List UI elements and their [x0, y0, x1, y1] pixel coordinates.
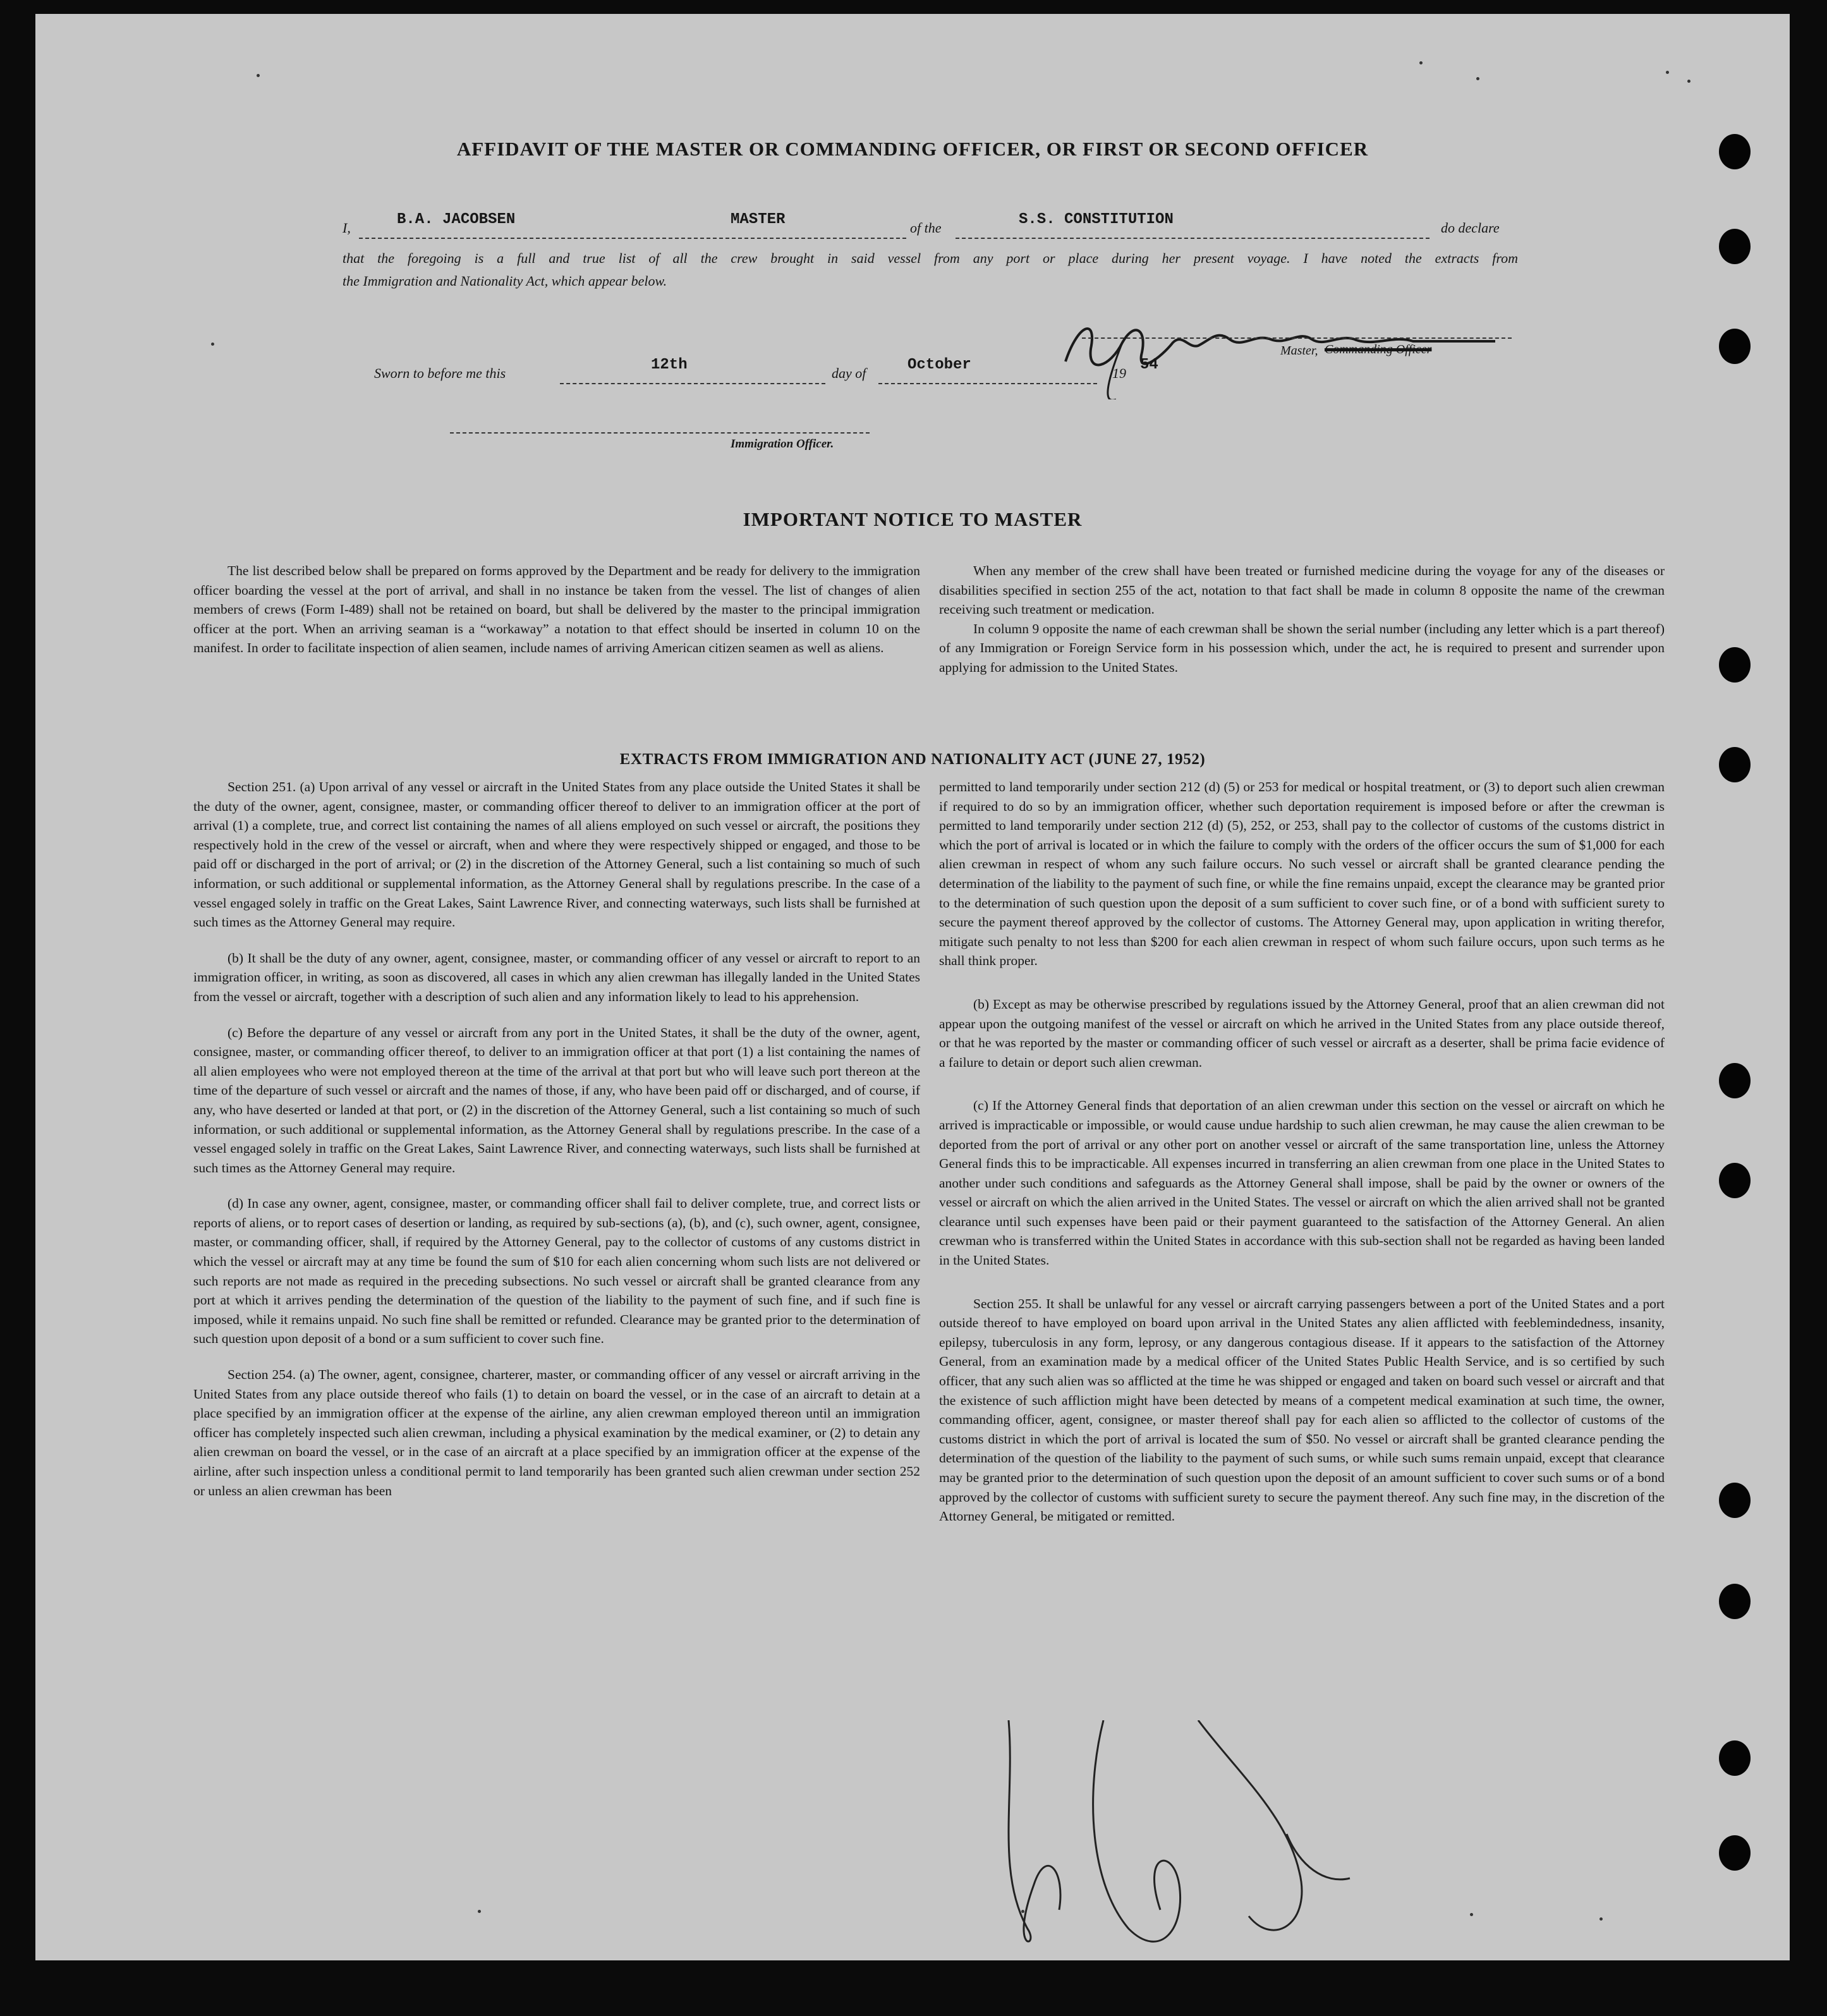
speck	[211, 343, 214, 346]
officer-rank: MASTER	[731, 211, 786, 228]
section-254-a: Section 254. (a) The owner, agent, consignee, charterer, master, or commanding officer of any vessel or aircraft arriving in the United States from any place outside thereof who fails (1) to detain on board the vessel, or in the case of an aircraft to detain at a place specified by an immigration officer at the expense of the airline, any alien crewman employed thereon until an immigration officer has completely inspected such alien crewman, including a physical examination by the medical examiner, or (2) to detain any alien crewman on board the vessel, or in the case of an aircraft at a place specified by an immigration officer at the expense of the airline, after such inspection unless a conditional permit to land temporarily has been granted such alien crewman under section 252 or unless an alien crewman has been	[193, 1367, 920, 1498]
section-254-a-cont: permitted to land temporarily under section 212 (d) (5) or 253 for medical or hospital treatment, or (3) to deport such alien crewman if required to do so by an immigration officer, whether such deportation requirement is imposed before or after the crewman is permitted to land temporarily under section 212 (d) (5), 252, or 253, shall pay to the collector of customs of the customs district in which the port of arrival is located or in which the failure to comply with the orders of the officer occurs the sum of $1,000 for each alien crewman in respect of whom any such failure occurs. No such vessel or aircraft shall be granted clearance pending the determination of the liability to the payment of such fine, or while the fine remains unpaid, except the clearance may be granted prior to the determination of such question upon the deposit of a sum sufficient to cover such fine, or of a bond with sufficient surety to secure the payment thereof approved by the collector of customs. The Attorney General may, upon application in writing therefor, mitigate such penalty to not less than $200 for each alien crewman in respect of whom such failure occurs, upon such terms as he shall think proper.	[939, 779, 1665, 969]
immigration-officer-caption: Immigration Officer.	[731, 437, 834, 451]
speck	[1687, 80, 1690, 83]
section-254-c: (c) If the Attorney General finds that deportation of an alien crewman under this section on the vessel or aircraft on which he arrived is impracticable or impossible, or would cause undue hardship to such alien crewman, he may cause the alien crewman to be deported from the port of arrival or any other port on another vessel or aircraft of the same transportation line, unless the Attorney General finds this to be impracticable. All expenses incurred in transferring an alien crewman from one place in the United States to another under such conditions and safeguards as the Attorney General shall impose, shall be paid by the owner or owners of the vessel or aircraft on which the alien arrived in the United States. The vessel or aircraft on which the alien arrived shall not be granted clearance until such expenses have been paid or their payment guaranteed to the satisfaction of the Attorney General. An alien crewman who is transferred within the United States in accordance with this sub-section shall not be regarded as having been landed in the United States.	[939, 1098, 1665, 1268]
day-of-text: day of	[832, 365, 866, 381]
speck	[1419, 61, 1423, 64]
binder-hole	[1719, 647, 1751, 683]
document-page	[35, 14, 1790, 1960]
year-prefix: 19	[1112, 365, 1126, 381]
vessel-name: S.S. CONSTITUTION	[1019, 211, 1174, 228]
section-254-b: (b) Except as may be otherwise prescribed by regulations issued by the Attorney General, proof that an alien crewman did not appear upon the outgoing manifest of the vessel or aircraft on which he arrived in the United States from any place outside thereof, or that he was reported by the master or commanding officer of such vessel or aircraft as a deserter, shall be prima facie evidence of a failure to detain or deport such alien crewman.	[939, 996, 1665, 1070]
notice-right-text-1: When any member of the crew shall have been treated or furnished medicine during the voyage for any of the diseases or disabilities specified in section 255 of the act, notation to that fact shall be made in column 8 opposite the name of the crewman receiving such treatment or medication.	[939, 563, 1665, 617]
sworn-day-line	[560, 363, 825, 384]
speck	[257, 74, 260, 77]
notice-title: IMPORTANT NOTICE TO MASTER	[743, 508, 1083, 530]
binder-hole	[1719, 1163, 1751, 1198]
speck	[478, 1910, 481, 1913]
extracts-right-column	[939, 777, 1665, 1526]
of-the-text: of the	[910, 220, 942, 236]
sworn-text: Sworn to before me this	[374, 365, 506, 381]
speck	[1666, 71, 1669, 74]
affidavit-statement-line2: the Immigration and Nationality Act, which appear below.	[343, 273, 667, 289]
section-255: Section 255. It shall be unlawful for any vessel or aircraft carrying passengers between a port of the United States and a port outside thereof to have employed on board upon arrival in the United States any alien afflicted with feeblemindedness, insanity, epilepsy, tuberculosis in any form, leprosy, or any dangerous contagious disease. If it appears to the satisfaction of the Attorney General, from an examination made by a medical officer of the United States Public Health Service, and is so certified by such officer, that any such alien was so afflicted at the time he was shipped or engaged and taken on board such vessel or aircraft and that the existence of such affliction might have been detected by means of a competent medical examination at such time, the owner, commanding officer, agent, consignee, or master thereof shall pay for each alien so afflicted to the collector of customs of the customs district in which the port of arrival is located the sum of $50. No vessel or aircraft shall be granted clearance pending the determination of the question of the liability to the payment of such sums, or while such sums remain unpaid, except that clearance may be granted prior to the determination of such question upon the deposit of an amount sufficient to cover such sums or of a bond approved by the collector of customs with sufficient surety to secure the payment thereof. Any such fine may, in the discretion of the Attorney General, be mitigated or remitted.	[939, 1296, 1665, 1524]
binder-hole	[1719, 329, 1751, 364]
officer-name: B.A. JACOBSEN	[397, 211, 516, 228]
extracts-title: EXTRACTS FROM IMMIGRATION AND NATIONALITY ACT (JUNE 27, 1952)	[619, 751, 1206, 768]
struck-title: Commanding Officer	[1325, 343, 1432, 356]
sworn-day: 12th	[651, 356, 688, 373]
binder-hole	[1719, 229, 1751, 264]
binder-hole	[1719, 1740, 1751, 1776]
sworn-year: 54	[1140, 356, 1158, 373]
affidavit-prefix: I,	[343, 220, 351, 236]
notice-left-paragraph	[193, 561, 920, 658]
pen-scribble	[971, 1720, 1413, 1960]
binder-hole	[1719, 1063, 1751, 1098]
sworn-month: October	[907, 356, 971, 373]
binder-hole	[1719, 1584, 1751, 1619]
speck	[1476, 77, 1479, 80]
immigration-officer-line	[450, 412, 870, 434]
affidavit-title: AFFIDAVIT OF THE MASTER OR COMMANDING OFFICER, OR FIRST OR SECOND OFFICER	[456, 138, 1369, 160]
speck	[1599, 1917, 1603, 1921]
binder-hole	[1719, 1483, 1751, 1518]
section-251-d: (d) In case any owner, agent, consignee, master, or commanding officer shall fail to deliver complete, true, and correct lists or reports of aliens, or to report cases of desertion or landing, as required by sub-sections (a), (b), and (c), such owner, agent, consignee, master, or commanding officer, shall, if required by the Attorney General, pay to the collector of customs of any customs district in which the vessel or aircraft may at any time be found the sum of $10 for each alien concerning whom such lists are not delivered or such reports are not made as required in the preceding subsections. No such vessel or aircraft shall be granted clearance from any port at which it arrives pending the determination of the question of the liability to the payment of such fine, and if such fine is imposed, while it remains unpaid. No such fine shall be remitted or refunded. Clearance may be granted prior to the determination of such question upon deposit of a bond or a sum sufficient to cover such fine.	[193, 1196, 920, 1347]
do-declare-text: do declare	[1441, 220, 1500, 236]
binder-hole	[1719, 1835, 1751, 1871]
notice-left-text: The list described below shall be prepared on forms approved by the Department and be ready for delivery to the immigration officer boarding the vessel at the port of arrival, and shall in no instance be taken from the vessel. The list of changes of alien members of crews (Form I-489) shall not be retained on board, but shall be delivered by the master to the principal immigration officer at the port. When an arriving seaman is a “workaway” a notation to that effect should be inserted in column 10 on the manifest. In order to facilitate inspection of alien seamen, include names of arriving American citizen seamen as well as aliens.	[193, 563, 920, 656]
extracts-left-column	[193, 777, 920, 1500]
signature-caption: Master,	[1280, 344, 1318, 358]
section-251-c: (c) Before the departure of any vessel or aircraft from any port in the United States, it shall be the duty of the owner, agent, consignee, master, or commanding officer thereof, to deliver to an immigration officer at that port (1) a list containing the names of all alien employees who were not employed thereon at the time of the arrival at that port but who will leave such port thereon at the time of the departure of such vessel or aircraft and the names of those, if any, who have been paid off or discharged, and of course, if any, who have deserted or landed at that port, or (2) in the discretion of the Attorney General, such a list containing so much of such information, or such additional or supplemental information, as the Attorney General shall by regulations prescribe. In the case of a vessel engaged solely in traffic on the Great Lakes, Saint Lawrence River, and connecting waterways, such lists shall be furnished at such times as the Attorney General may require.	[193, 1024, 920, 1175]
signature-line	[1082, 317, 1512, 339]
notice-right-text-2: In column 9 opposite the name of each crewman shall be shown the serial number (including any letter which is a part thereof) of any Immigration or Foreign Service form in his possession which, under the act, he is required to present and surrender upon applying for admission to the United States.	[939, 621, 1665, 675]
notice-right-paragraphs	[939, 561, 1665, 677]
section-251-b: (b) It shall be the duty of any owner, agent, consignee, master, or commanding officer of any vessel or aircraft to report to an immigration officer, in writing, as soon as discovered, all cases in which any alien crewman has illegally landed in the United States from the vessel or aircraft, together with a description of such alien and any information likely to lead to his apprehension.	[193, 950, 920, 1004]
section-251-a: Section 251. (a) Upon arrival of any vessel or aircraft in the United States from any place outside the United States it shall be the duty of the owner, agent, consignee, master, or commanding officer thereof to deliver to an immigration officer at the port of arrival (1) a complete, true, and correct list containing the names of all aliens employed on such vessel or aircraft, the positions they respectively hold in the crew of the vessel or aircraft, when and where they were respectively shipped or engaged, and those to be paid off or discharged in the port of arrival; or (2) in the discretion of the Attorney General, such a list containing so much of such information, or such additional or supplemental information, as the Attorney General shall by regulations prescribe. In the case of a vessel engaged solely in traffic on the Great Lakes, Saint Lawrence River, and connecting waterways, such lists shall be furnished at such times as the Attorney General may require.	[193, 779, 920, 930]
affidavit-statement-line1: that the foregoing is a full and true list of all the crew brought in said vessel from any port or place during her present voyage. I have noted the extracts from	[343, 250, 1518, 266]
speck	[1470, 1913, 1473, 1916]
